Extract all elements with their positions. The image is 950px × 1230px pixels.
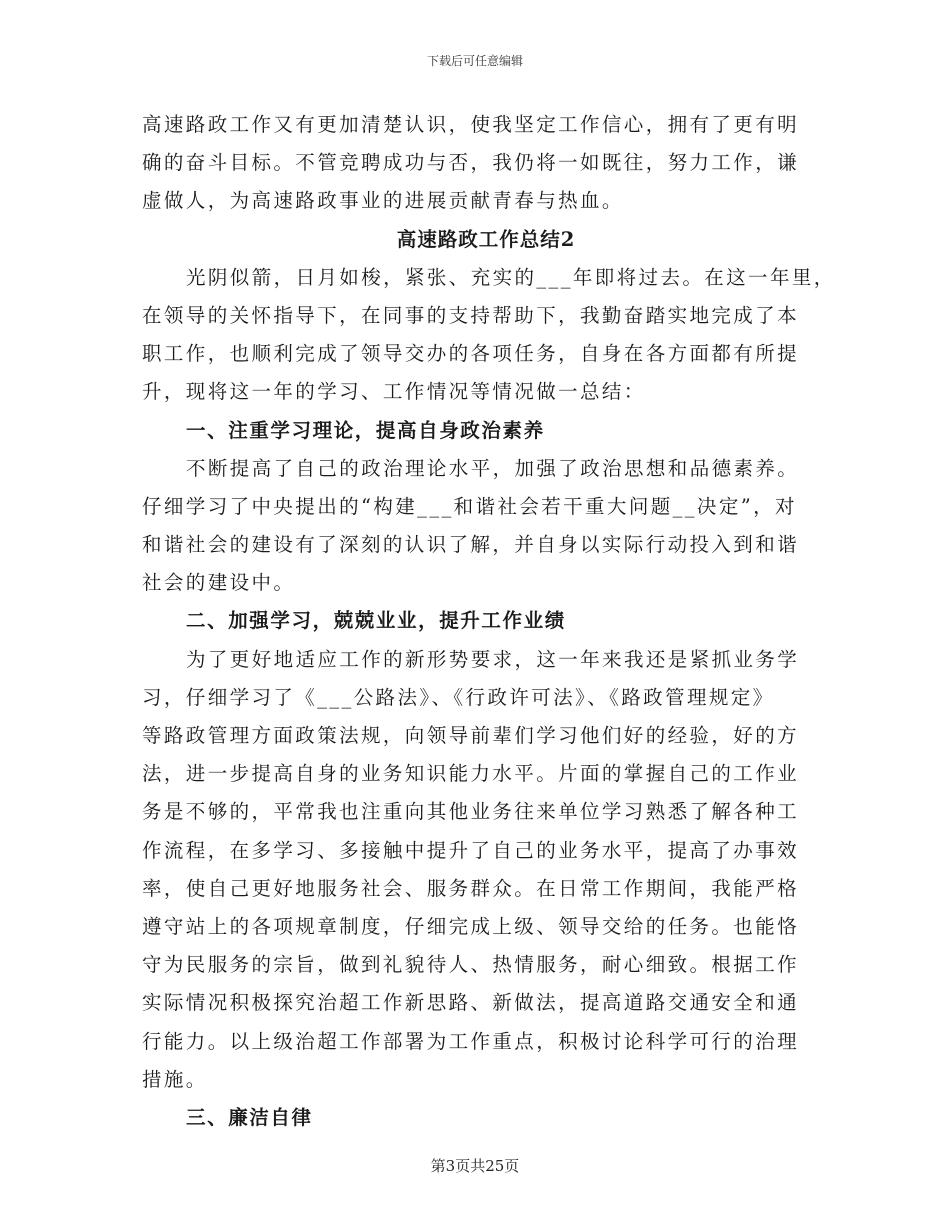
section-title: 高速路政工作总结2 xyxy=(396,227,576,251)
body-line: 行能力。以上级治超工作部署为工作重点，积极讨论科学可行的治理 xyxy=(142,1029,800,1053)
subsection-heading: 三、廉洁自律 xyxy=(186,1105,313,1129)
page-header-note: 下载后可任意编辑 xyxy=(426,54,523,68)
page-number: 第3页共25页 xyxy=(430,1157,520,1175)
body-line: 社会的建设中。 xyxy=(142,571,296,595)
body-line: 虚做人，为高速路政事业的进展贡献青春与热血。 xyxy=(142,189,624,213)
body-line: 守为民服务的宗旨，做到礼貌待人、热情服务，耐心细致。根据工作 xyxy=(142,953,800,977)
body-line: 措施。 xyxy=(142,1067,208,1091)
body-line: 法，进一步提高自身的业务知识能力水平。片面的掌握自己的工作业 xyxy=(142,762,800,786)
body-line: 务是不够的，平常我也注重向其他业务往来单位学习熟悉了解各种工 xyxy=(142,800,800,824)
document-body xyxy=(142,106,836,1137)
body-line: 不断提高了自己的政治理论水平，加强了政治思想和品德素养。 xyxy=(186,456,800,480)
body-line: 和谐社会的建设有了深刻的认识了解，并自身以实际行动投入到和谐 xyxy=(142,533,800,557)
subsection-heading: 二、加强学习，兢兢业业，提升工作业绩 xyxy=(186,609,566,633)
body-line: 光阴似箭，日月如梭，紧张、充实的___年即将过去。在这一年里， xyxy=(186,265,836,289)
body-line: 实际情况积极探究治超工作新思路、新做法，提高道路交通安全和通 xyxy=(142,991,800,1015)
body-line: 在领导的关怀指导下，在同事的支持帮助下，我勤奋踏实地完成了本 xyxy=(142,303,800,327)
body-line: 职工作，也顺利完成了领导交办的各项任务，自身在各方面都有所提 xyxy=(142,342,800,366)
subsection-heading: 一、注重学习理论，提高自身政治素养 xyxy=(186,418,545,442)
body-line: 率，使自己更好地服务社会、服务群众。在日常工作期间，我能严格 xyxy=(142,876,800,900)
body-line: 高速路政工作又有更加清楚认识，使我坚定工作信心，拥有了更有明 xyxy=(142,113,800,136)
body-line: 遵守站上的各项规章制度，仔细完成上级、领导交给的任务。也能恪 xyxy=(142,914,800,938)
body-line: 仔细学习了中央提出的“构建___和谐社会若干重大问题__决定”，对 xyxy=(142,494,797,518)
body-line: 确的奋斗目标。不管竞聘成功与否，我仍将一如既往，努力工作，谦 xyxy=(142,151,800,175)
body-line: 习，仔细学习了《___公路法》、《行政许可法》、《路政管理规定》 xyxy=(142,685,775,709)
body-line: 为了更好地适应工作的新形势要求，这一年来我还是紧抓业务学 xyxy=(186,647,800,671)
body-line: 作流程，在多学习、多接触中提升了自己的业务水平，提高了办事效 xyxy=(142,838,800,862)
body-line: 升，现将这一年的学习、工作情况等情况做一总结： xyxy=(142,380,646,404)
body-line: 等路政管理方面政策法规，向领导前辈们学习他们好的经验，好的方 xyxy=(142,724,800,747)
